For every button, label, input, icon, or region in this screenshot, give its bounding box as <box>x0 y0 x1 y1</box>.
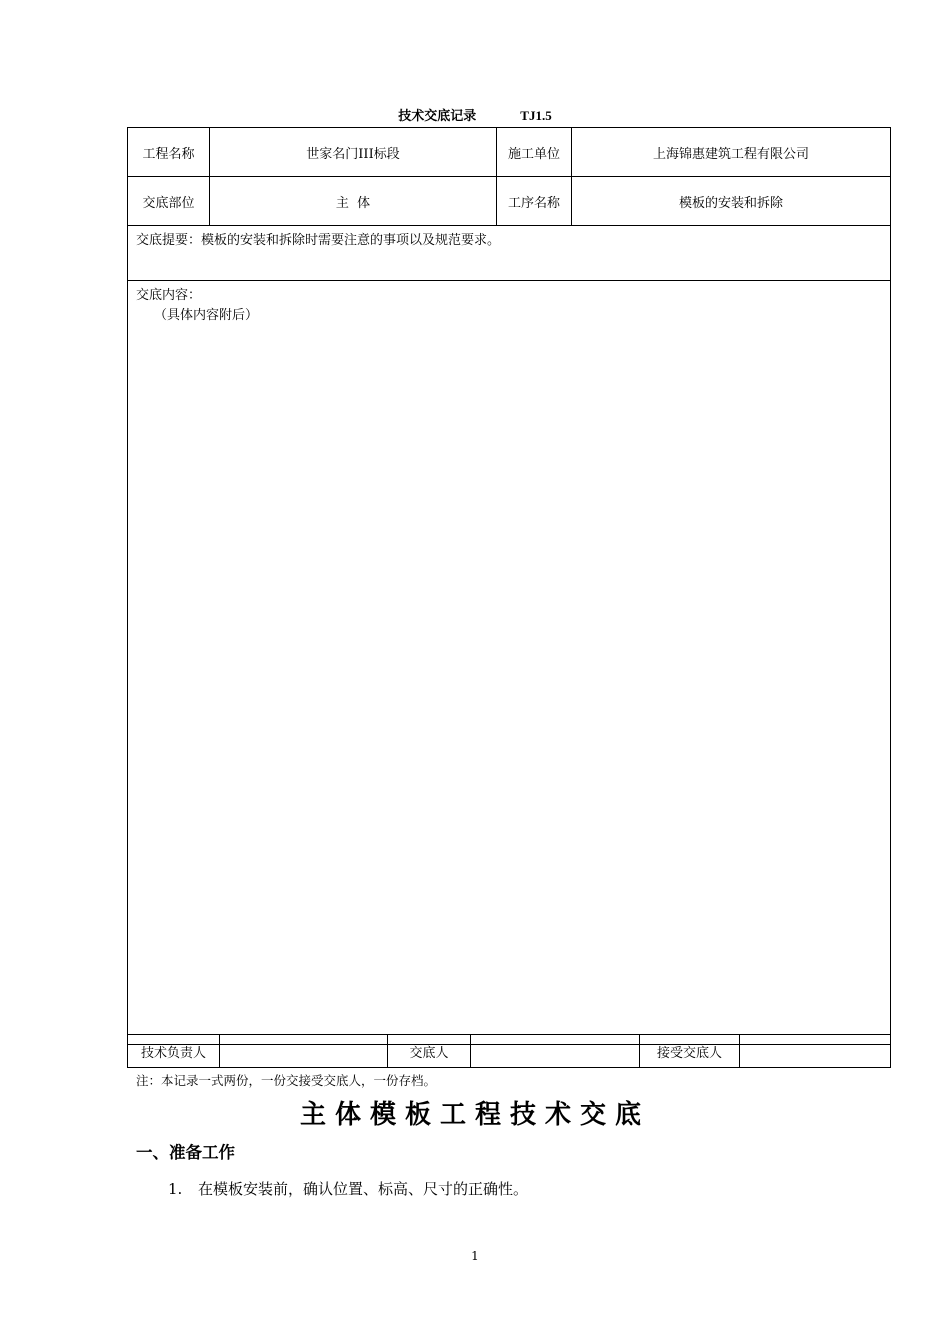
content-cell <box>128 281 891 1045</box>
record-header <box>0 105 950 124</box>
record-code: TJ1.5 <box>520 108 552 123</box>
project-name-label: 工程名称 <box>128 128 210 177</box>
contractor-label: 施工单位 <box>497 128 572 177</box>
project-name-value: 世家名门III标段 <box>210 128 497 177</box>
form-row-project <box>128 128 891 177</box>
briefer-label: 交底人 <box>388 1035 471 1068</box>
summary-label: 交底提要： <box>136 233 202 248</box>
signature-row <box>128 1035 891 1068</box>
record-title: 技术交底记录 <box>398 109 477 124</box>
summary-text: 模板的安装和拆除时需要注意的事项以及规范要求。 <box>201 233 501 248</box>
form-row-summary <box>128 226 891 281</box>
content-label: 交底内容： <box>136 288 202 303</box>
signature-table <box>127 1034 891 1068</box>
receiver-label: 接受交底人 <box>640 1035 740 1068</box>
form-row-location <box>128 177 891 226</box>
form-row-content <box>128 281 891 1045</box>
list-item <box>168 1178 528 1199</box>
tech-lead-label: 技术负责人 <box>128 1035 220 1068</box>
contractor-value: 上海锦惠建筑工程有限公司 <box>572 128 891 177</box>
receiver-signature <box>740 1035 891 1068</box>
section-heading: 一、准备工作 <box>136 1143 235 1162</box>
summary-cell <box>128 226 891 281</box>
content-text: （具体内容附后） <box>154 308 259 323</box>
location-label: 交底部位 <box>128 177 210 226</box>
record-note: 注：本记录一式两份，一份交接受交底人，一份存档。 <box>136 1073 437 1088</box>
list-item-text: 在模板安装前，确认位置、标高、尺寸的正确性。 <box>198 1180 529 1198</box>
process-label: 工序名称 <box>497 177 572 226</box>
briefer-signature <box>471 1035 640 1068</box>
page-number: 1 <box>471 1249 479 1263</box>
tech-lead-signature <box>220 1035 388 1068</box>
document-title: 主体模板工程技术交底 <box>299 1100 650 1130</box>
briefing-form-table <box>127 127 891 1045</box>
process-value: 模板的安装和拆除 <box>572 177 891 226</box>
list-item-number: 1. <box>168 1180 183 1198</box>
location-value: 主 体 <box>210 177 497 226</box>
